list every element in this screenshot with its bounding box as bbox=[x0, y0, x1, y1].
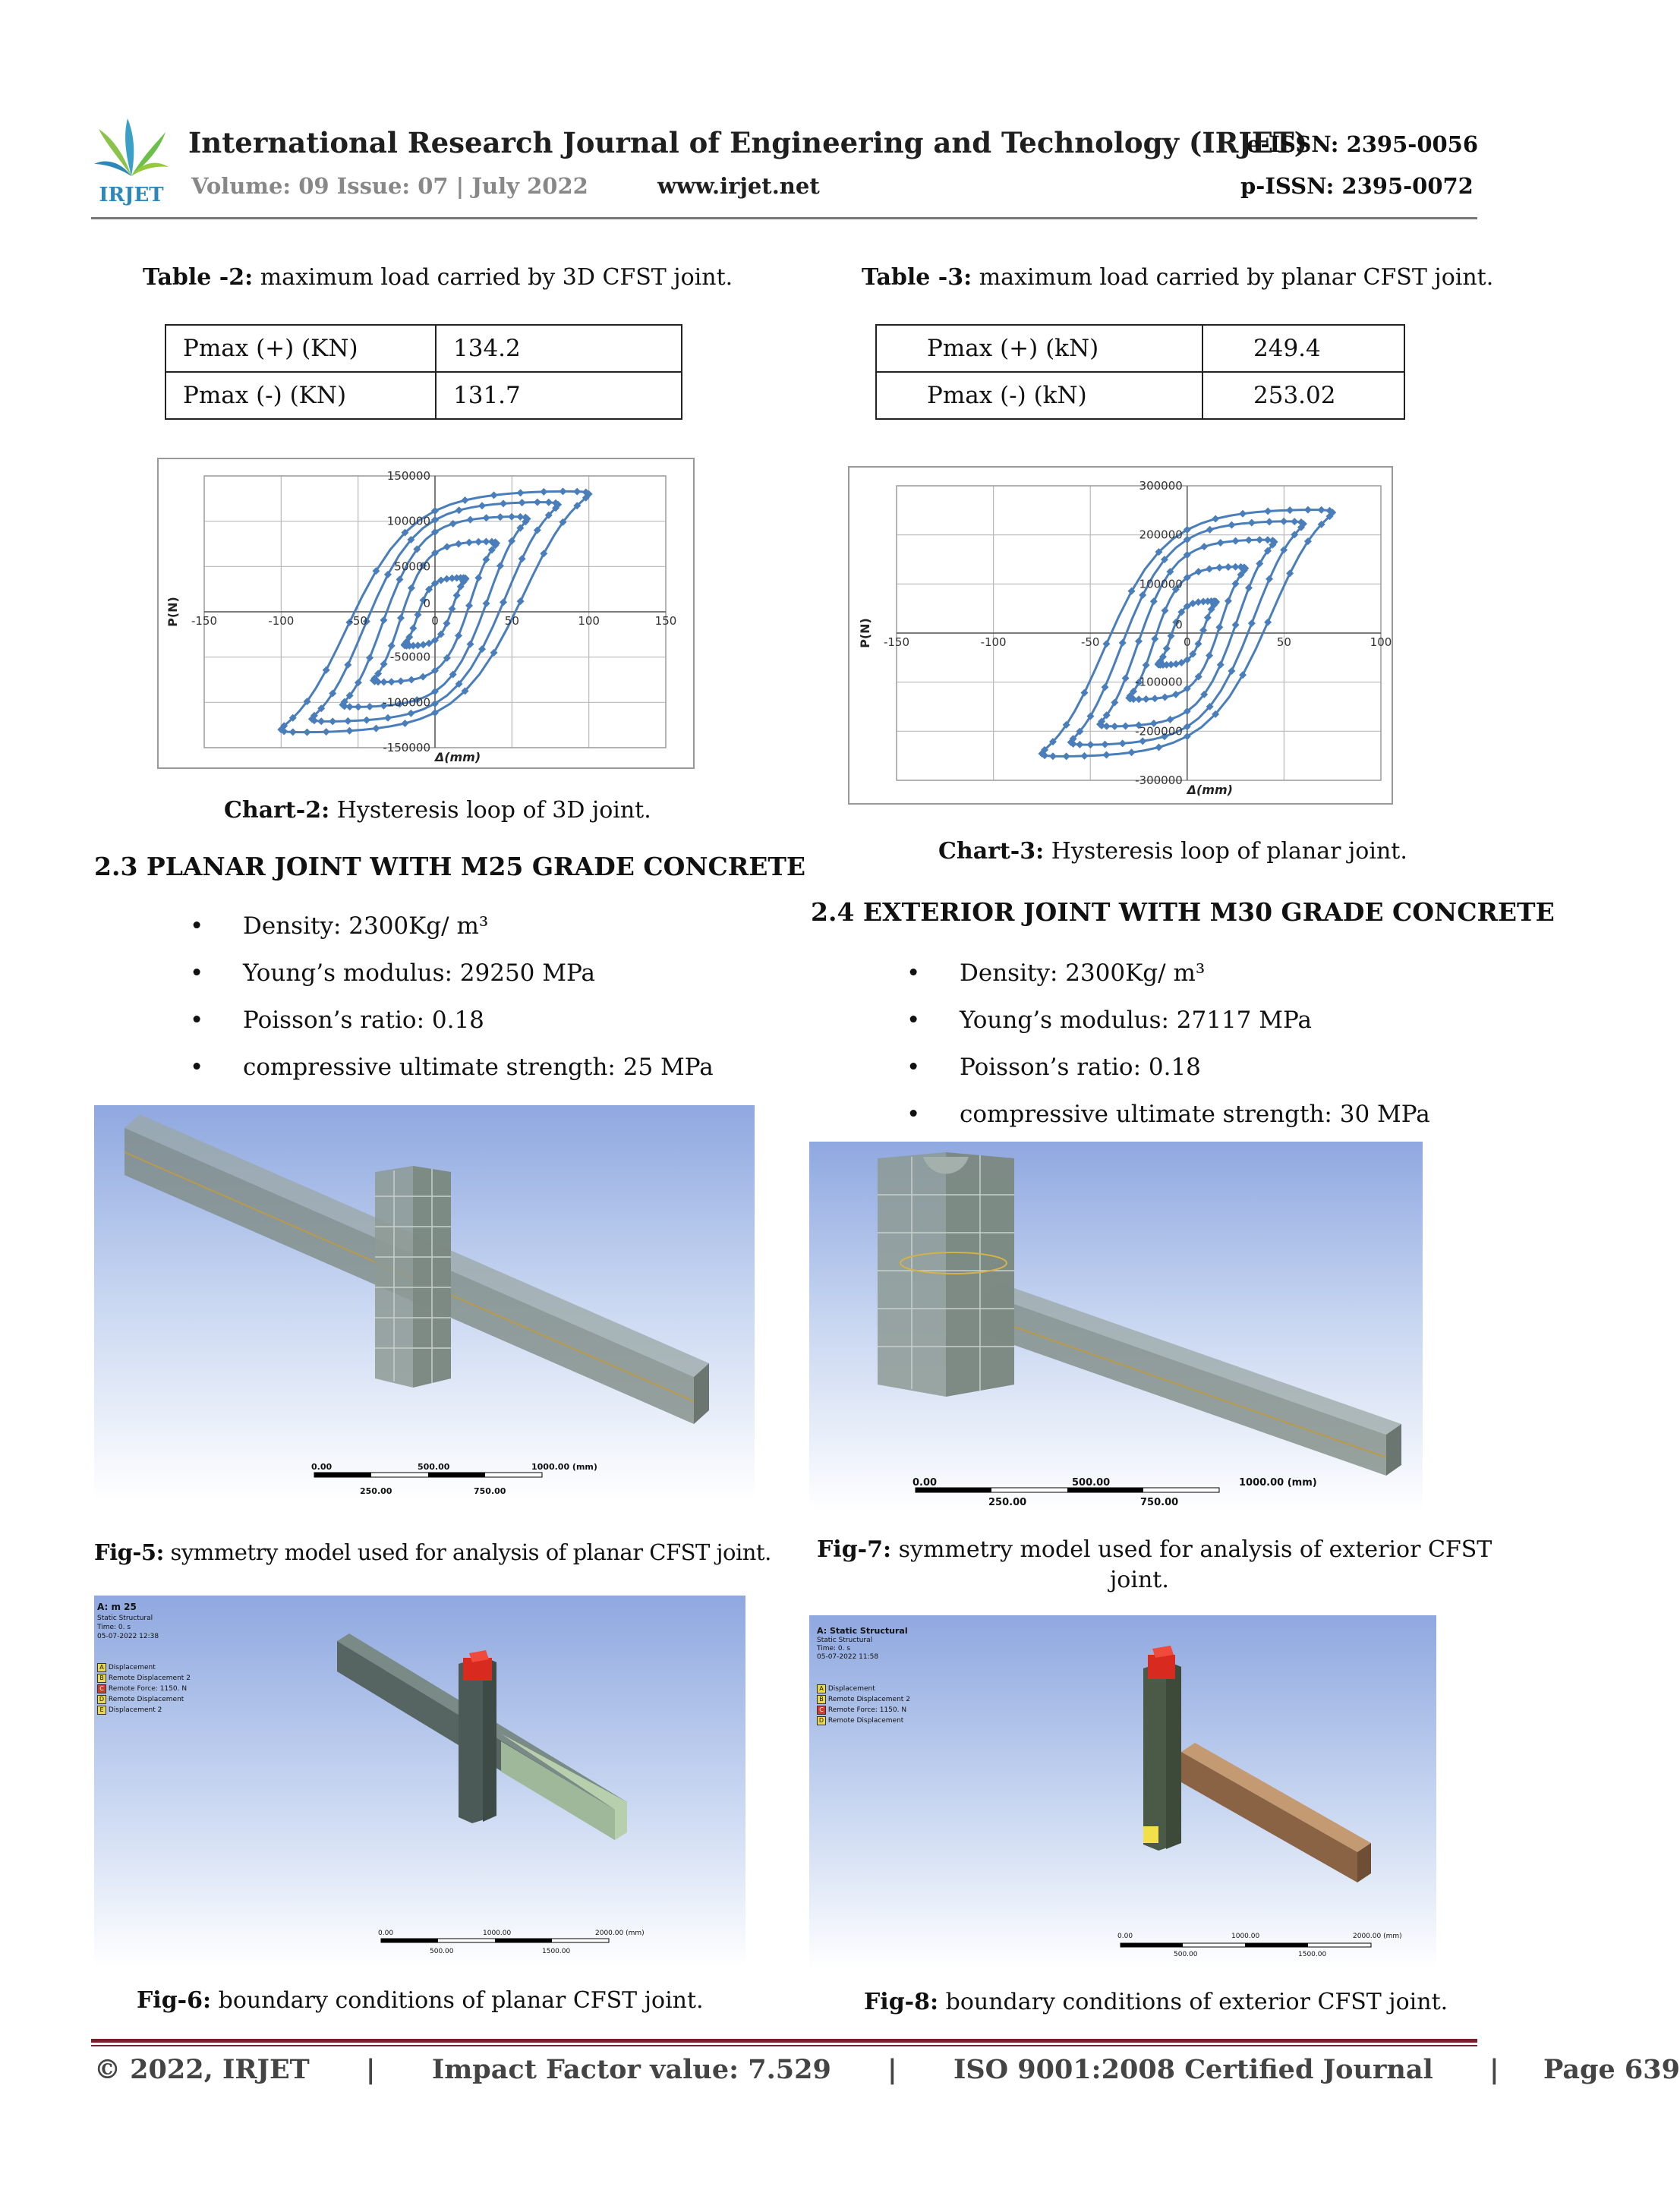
data-point bbox=[508, 513, 515, 521]
fig5-model-image bbox=[94, 1105, 755, 1500]
section-2-3-list bbox=[190, 911, 714, 1099]
data-point bbox=[1102, 683, 1109, 691]
data-point bbox=[1248, 619, 1256, 627]
data-point bbox=[1151, 635, 1158, 643]
data-point bbox=[545, 499, 553, 506]
data-point bbox=[323, 728, 330, 736]
data-point bbox=[1102, 741, 1109, 748]
p-issn: p-ISSN: 2395-0072 bbox=[1240, 173, 1474, 199]
data-point bbox=[1318, 506, 1325, 514]
data-point bbox=[1232, 537, 1240, 545]
chart2-svg bbox=[159, 459, 693, 767]
y-axis-label: P(N) bbox=[165, 597, 180, 627]
data-point bbox=[397, 614, 405, 622]
table-row bbox=[165, 372, 682, 419]
data-point bbox=[372, 725, 380, 732]
legend-item: D Remote Displacement bbox=[97, 1694, 191, 1705]
fig8-caption: Fig-8: boundary conditions of exterior CFST joint. bbox=[864, 1989, 1448, 2015]
fig6-model-image bbox=[94, 1596, 745, 1967]
legend-subtitle: Static Structural Time: 0. s 05-07-2022 12:38 bbox=[97, 1615, 159, 1640]
data-point bbox=[465, 602, 473, 610]
data-point bbox=[1286, 506, 1294, 514]
data-point bbox=[1122, 722, 1130, 729]
x-tick-label: -100 bbox=[268, 614, 295, 629]
table-cell: Pmax (+) (kN) bbox=[876, 325, 1202, 372]
y-tick-label: 50000 bbox=[394, 559, 430, 574]
journal-title: International Research Journal of Engineering and Technology (IRJET) bbox=[188, 126, 1308, 159]
data-point bbox=[1128, 748, 1136, 756]
table3-caption: Table -3: maximum load carried by planar CFST joint. bbox=[862, 264, 1494, 291]
section-2-3-heading: 2.3 PLANAR JOINT WITH M25 GRADE CONCRETE bbox=[94, 852, 806, 881]
scale-label: 500.00 bbox=[418, 1462, 450, 1472]
legend-title: A: Static Structural bbox=[817, 1626, 908, 1636]
fig6-model-drawing bbox=[94, 1596, 745, 1914]
data-point bbox=[496, 513, 504, 521]
data-point bbox=[1151, 695, 1158, 702]
data-point bbox=[408, 584, 415, 592]
legend-title: A: m 25 bbox=[97, 1602, 137, 1612]
data-point bbox=[397, 677, 405, 685]
data-point bbox=[363, 717, 370, 724]
data-point bbox=[1212, 515, 1219, 522]
data-point bbox=[559, 487, 567, 495]
data-point bbox=[1280, 518, 1288, 525]
data-point bbox=[1063, 752, 1070, 760]
data-point bbox=[409, 625, 417, 632]
e-issn: e-ISSN: 2395-0056 bbox=[1247, 131, 1479, 157]
chart3-caption: Chart-3: Hysteresis loop of planar joint. bbox=[938, 838, 1407, 865]
data-point bbox=[1200, 543, 1208, 550]
footer-rule bbox=[91, 2039, 1477, 2043]
data-point bbox=[407, 710, 414, 717]
y-tick-label: 0 bbox=[1175, 618, 1183, 632]
fig5-caption: Fig-5: symmetry model used for analysis of planar CFST joint. bbox=[94, 1539, 771, 1565]
data-point bbox=[1225, 597, 1232, 605]
scale-label: 1500.00 bbox=[542, 1948, 571, 1955]
data-point bbox=[518, 555, 526, 562]
data-point bbox=[517, 597, 525, 605]
data-point bbox=[443, 543, 451, 550]
data-point bbox=[1217, 539, 1225, 547]
list-item: • Young’s modulus: 29250 MPa bbox=[190, 958, 714, 1005]
scale-label: 1000.00 (mm) bbox=[1239, 1477, 1317, 1489]
x-tick-label: 100 bbox=[578, 614, 600, 629]
scale-label: 1000.00 bbox=[483, 1930, 512, 1937]
data-point bbox=[317, 717, 325, 725]
scale-label: 500.00 bbox=[1072, 1477, 1111, 1489]
volume-issue: Volume: 09 Issue: 07 | July 2022 bbox=[191, 173, 588, 199]
data-point bbox=[483, 600, 490, 607]
data-point bbox=[1139, 737, 1146, 745]
x-tick-label: -100 bbox=[980, 635, 1007, 650]
y-tick-label: -100000 bbox=[383, 695, 430, 710]
page-footer bbox=[94, 2054, 1680, 2085]
y-tick-label: 300000 bbox=[1139, 479, 1183, 493]
data-point bbox=[1264, 619, 1272, 626]
fig8-model-drawing bbox=[809, 1615, 1436, 1934]
table3 bbox=[875, 324, 1405, 420]
data-point bbox=[496, 562, 504, 569]
fig8-model-image bbox=[809, 1615, 1436, 1969]
x-tick-label: 0 bbox=[1184, 635, 1191, 650]
data-point bbox=[345, 727, 353, 735]
table-row bbox=[876, 372, 1404, 419]
data-point bbox=[490, 491, 498, 499]
data-point bbox=[455, 632, 462, 639]
data-point bbox=[1204, 614, 1212, 622]
data-point bbox=[443, 619, 451, 627]
footer-impact-factor: Impact Factor value: 7.529 bbox=[431, 2054, 831, 2085]
data-point bbox=[1049, 752, 1057, 760]
fig7-caption-line2: joint. bbox=[1110, 1567, 1169, 1593]
data-point bbox=[1304, 506, 1312, 514]
fig7-caption: Fig-7: symmetry model used for analysis of exterior CFST bbox=[817, 1536, 1492, 1563]
x-tick-label: -150 bbox=[191, 614, 218, 629]
legend-item: B Remote Displacement 2 bbox=[817, 1694, 910, 1705]
legend-item: A Displacement bbox=[817, 1684, 910, 1694]
data-point bbox=[540, 488, 547, 496]
x-tick-label: 150 bbox=[654, 614, 677, 629]
data-point bbox=[1162, 694, 1169, 701]
data-point bbox=[1217, 661, 1225, 669]
fig7-model-image bbox=[809, 1142, 1423, 1512]
data-point bbox=[1206, 652, 1213, 660]
data-point bbox=[1102, 751, 1110, 758]
scale-label: 500.00 bbox=[1174, 1951, 1198, 1958]
scale-label: 2000.00 (mm) bbox=[1353, 1933, 1402, 1940]
scale-label: 0.00 bbox=[311, 1462, 333, 1472]
header-rule bbox=[91, 217, 1477, 219]
data-point bbox=[1206, 565, 1213, 572]
data-point bbox=[388, 642, 396, 650]
scale-label: 750.00 bbox=[1140, 1497, 1179, 1508]
data-point bbox=[462, 496, 469, 504]
fig7-model-drawing bbox=[809, 1142, 1423, 1512]
data-point bbox=[1135, 638, 1143, 645]
data-point bbox=[380, 616, 387, 624]
data-point bbox=[455, 506, 463, 514]
y-tick-label: -150000 bbox=[383, 741, 430, 755]
data-point bbox=[1215, 623, 1223, 631]
list-item: • compressive ultimate strength: 30 MPa bbox=[906, 1099, 1430, 1146]
footer-page-number: Page 639 bbox=[1543, 2054, 1680, 2085]
data-point bbox=[384, 714, 392, 722]
section-2-4-list bbox=[906, 958, 1430, 1146]
data-point bbox=[453, 591, 461, 599]
data-point bbox=[1266, 518, 1273, 525]
footer-separator: | bbox=[365, 2054, 376, 2085]
data-point bbox=[467, 641, 474, 648]
footer-separator: | bbox=[1489, 2054, 1499, 2085]
data-point bbox=[1172, 691, 1180, 698]
footer-rule-thin bbox=[91, 2045, 1477, 2046]
footer-iso: ISO 9001:2008 Certified Journal bbox=[953, 2054, 1433, 2085]
footer-copyright: © 2022, IRJET bbox=[94, 2054, 310, 2085]
logo-text: IRJET bbox=[99, 184, 164, 206]
data-point bbox=[1256, 536, 1263, 543]
data-point bbox=[1239, 510, 1247, 518]
y-tick-label: 150000 bbox=[386, 469, 430, 483]
y-tick-label: 100000 bbox=[386, 514, 430, 528]
data-point bbox=[396, 575, 403, 583]
data-point bbox=[408, 676, 415, 684]
list-item: • Density: 2300Kg/ m³ bbox=[906, 958, 1430, 1005]
chart3-svg bbox=[849, 468, 1392, 803]
legend-item: D Remote Displacement bbox=[817, 1715, 910, 1726]
footer-separator: | bbox=[887, 2054, 897, 2085]
data-point bbox=[329, 717, 336, 725]
data-point bbox=[1245, 584, 1253, 592]
y-tick-label: 100000 bbox=[1139, 577, 1183, 591]
irjet-logo bbox=[90, 114, 173, 205]
data-point bbox=[1086, 741, 1094, 748]
data-point bbox=[366, 654, 374, 662]
data-point bbox=[1076, 741, 1083, 748]
table-cell: Pmax (-) (KN) bbox=[165, 372, 436, 419]
data-point bbox=[474, 574, 482, 581]
data-point bbox=[1143, 695, 1150, 703]
chart2-frame bbox=[157, 458, 695, 769]
list-item: • Poisson’s ratio: 0.18 bbox=[190, 1005, 714, 1052]
y-tick-label: -50000 bbox=[389, 650, 430, 664]
data-point bbox=[518, 499, 526, 506]
data-point bbox=[1264, 508, 1272, 515]
data-point bbox=[1194, 640, 1202, 647]
table2 bbox=[165, 324, 682, 420]
table-cell: Pmax (-) (kN) bbox=[876, 372, 1202, 419]
fig5-model-drawing bbox=[94, 1105, 755, 1500]
data-point bbox=[401, 720, 408, 727]
x-tick-label: -150 bbox=[883, 635, 910, 650]
data-point bbox=[478, 502, 486, 509]
y-tick-label: -100000 bbox=[1135, 675, 1183, 689]
data-point bbox=[1215, 564, 1223, 572]
scale-label: 0.00 bbox=[912, 1477, 938, 1489]
data-point bbox=[1102, 640, 1110, 647]
data-point bbox=[1080, 752, 1088, 760]
data-point bbox=[1225, 563, 1232, 571]
x-axis-label: Δ(mm) bbox=[434, 750, 481, 764]
x-tick-label: 100 bbox=[1370, 635, 1392, 650]
scale-label: 2000.00 (mm) bbox=[595, 1930, 645, 1937]
data-point bbox=[388, 678, 396, 685]
scale-label: 1500.00 bbox=[1298, 1951, 1327, 1958]
legend-item: A Displacement bbox=[97, 1662, 191, 1673]
section-2-4-heading: 2.4 EXTERIOR JOINT WITH M30 GRADE CONCRETE bbox=[811, 897, 1555, 927]
data-point bbox=[289, 728, 297, 736]
data-point bbox=[1119, 739, 1127, 747]
table-cell: Pmax (+) (KN) bbox=[165, 325, 436, 372]
table-cell: 253.02 bbox=[1202, 372, 1404, 419]
data-point bbox=[419, 673, 427, 681]
chart3-frame bbox=[848, 466, 1393, 805]
table-cell: 249.4 bbox=[1202, 325, 1404, 372]
table-row bbox=[165, 325, 682, 372]
data-point bbox=[344, 717, 351, 725]
data-point bbox=[1163, 644, 1171, 652]
chart2-caption: Chart-2: Hysteresis loop of 3D joint. bbox=[224, 797, 651, 824]
data-point bbox=[1291, 518, 1298, 525]
legend-subtitle: Static Structural Time: 0. s 05-07-2022 11:58 bbox=[817, 1637, 879, 1661]
x-tick-label: 50 bbox=[504, 614, 519, 629]
data-point bbox=[1166, 716, 1174, 723]
scale-label: 250.00 bbox=[988, 1497, 1027, 1508]
legend-item: B Remote Displacement 2 bbox=[97, 1673, 191, 1684]
data-point bbox=[1248, 519, 1256, 527]
table2-caption: Table -2: maximum load carried by 3D CFST joint. bbox=[143, 264, 733, 291]
journal-website[interactable]: www.irjet.net bbox=[657, 173, 820, 199]
fig6-caption: Fig-6: boundary conditions of planar CFST joint. bbox=[137, 1987, 704, 2014]
x-tick-label: -50 bbox=[348, 614, 367, 629]
y-tick-label: -300000 bbox=[1135, 773, 1183, 787]
data-point bbox=[474, 538, 482, 546]
data-point bbox=[455, 540, 462, 547]
y-tick-label: -200000 bbox=[1135, 724, 1183, 739]
data-point bbox=[1143, 661, 1150, 669]
data-point bbox=[1122, 674, 1130, 682]
data-point bbox=[517, 489, 525, 496]
data-point bbox=[465, 539, 473, 547]
data-point bbox=[1232, 621, 1240, 629]
y-tick-label: 0 bbox=[423, 597, 430, 610]
scale-label: 1000.00 bbox=[1231, 1933, 1260, 1940]
scale-label: 250.00 bbox=[360, 1486, 392, 1496]
legend-item: E Displacement 2 bbox=[97, 1705, 191, 1715]
data-point bbox=[303, 729, 310, 736]
data-point bbox=[483, 514, 490, 521]
x-axis-label: Δ(mm) bbox=[1187, 783, 1233, 797]
data-point bbox=[534, 499, 541, 506]
data-point bbox=[1150, 597, 1158, 605]
data-point bbox=[344, 661, 351, 669]
data-point bbox=[1195, 568, 1202, 575]
x-tick-label: 50 bbox=[1276, 635, 1291, 650]
data-point bbox=[1245, 537, 1253, 544]
table-row bbox=[876, 325, 1404, 372]
data-point bbox=[500, 598, 507, 606]
data-point bbox=[355, 703, 362, 710]
scale-label: 0.00 bbox=[1117, 1933, 1133, 1940]
data-point bbox=[1119, 639, 1127, 647]
data-point bbox=[467, 516, 474, 524]
list-item: • Young’s modulus: 27117 MPa bbox=[906, 1005, 1430, 1052]
data-point bbox=[366, 703, 374, 710]
scale-label: 500.00 bbox=[430, 1948, 454, 1955]
list-item: • Poisson’s ratio: 0.18 bbox=[906, 1052, 1430, 1099]
list-item: • compressive ultimate strength: 25 MPa bbox=[190, 1052, 714, 1099]
data-point bbox=[573, 488, 581, 496]
legend-item: C Remote Force: 1150. N bbox=[817, 1705, 910, 1715]
legend-item: C Remote Force: 1150. N bbox=[97, 1684, 191, 1694]
data-point bbox=[1206, 526, 1214, 534]
table-cell: 134.2 bbox=[436, 325, 682, 372]
data-point bbox=[1162, 606, 1169, 614]
x-tick-label: 0 bbox=[431, 614, 439, 629]
data-point bbox=[500, 499, 507, 507]
scale-label: 0.00 bbox=[378, 1930, 394, 1937]
table-cell: 131.7 bbox=[436, 372, 682, 419]
scale-label: 750.00 bbox=[474, 1486, 506, 1496]
x-tick-label: -50 bbox=[1080, 635, 1100, 650]
data-point bbox=[1266, 575, 1273, 583]
data-point bbox=[1228, 521, 1235, 529]
list-item: • Density: 2300Kg/ m³ bbox=[190, 911, 714, 958]
data-point bbox=[1111, 723, 1118, 730]
y-axis-label: P(N) bbox=[858, 618, 872, 648]
scale-label: 1000.00 (mm) bbox=[531, 1462, 597, 1472]
y-tick-label: 200000 bbox=[1139, 528, 1183, 542]
data-point bbox=[1155, 744, 1162, 751]
